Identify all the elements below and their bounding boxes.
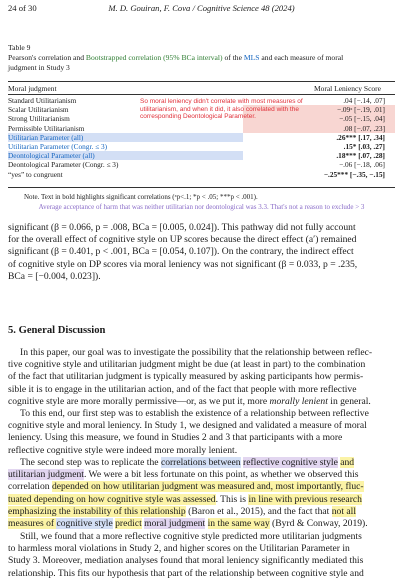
paragraph-second-step: The second step was to replicate the correlations between reflective cognitive style and utilitarian judgment. We were a bit less fortunate on this point, as whether we observed this correlation depended on how utilitarian judgment was measured and, most importantly, fluc- tuated depending on how cognitive style was assessed. This is in line with previous research emphasizing the instability of this relationship (Baron et al., 2015), and the fact that not all measures of cognitive style predict moral judgment in the same way (Byrd & Conway, 2019). [8,457,368,530]
highlight-purple: utilitarian judgment [8,469,84,481]
col-header-moral-judgment: Moral judgment [8,84,57,93]
table-column-header [8,84,395,93]
table-caption-line-2: judgment in Study 3 [8,63,70,72]
row-value: −.06 [−.18, .06] [339,160,385,170]
table-header-rule [8,94,395,95]
journal-citation: M. D. Gouiran, F. Cova / Cognitive Science 48 (2024) [108,3,295,13]
highlight-yellow: in the same way [207,518,270,530]
row-value: −.05 [−.15, .04] [243,114,395,123]
highlight-yellow: predict [115,518,142,530]
highlight-yellow: tuated depending on how cognitive style was assessed [8,493,216,505]
table-row [8,170,395,179]
row-label: Standard Utilitarianism [8,96,77,105]
row-value: −.25*** [−.35, −.15] [323,169,385,179]
table-row [8,142,395,151]
table-row [8,124,395,133]
paragraph-still: Still, we found that a more reflective cognitive style predicted more utilitarian judgments to harmless moral violations in Study 2, and higher scores on the Utilitarian Parameter in Study 3. Moreover, mediation analyses found that moral leniency significantly mediated this relationship. This fits our hypothesis that part of the relationship between cognitive style and [8,531,364,579]
highlight-yellow: and [340,457,355,468]
row-label: Permissible Utilitarianism [8,123,85,133]
highlight-yellow: depended on how utilitarian judgment was measured and, most importantly, fluc- [51,481,364,493]
row-label: Strong Utilitarianism [8,114,70,124]
highlight-blue: correlations between [160,457,241,468]
row-label: “yes” to congruent [8,169,63,179]
highlight-yellow: in line with previous research [248,493,362,505]
section-heading: 5. General Discussion [8,325,106,336]
table-label: Table 9 [8,43,31,52]
table-row [8,151,395,160]
highlight-yellow: emphasizing the instability of this relationship [8,505,186,517]
mls-highlight: MLS [243,53,260,62]
highlight-blue: cognitive style [56,518,113,530]
row-label: Utilitarian Parameter (all) [8,133,243,142]
row-value: .04 [−.14, .07] [343,96,385,105]
highlight-yellow: not all [331,505,356,517]
row-label: Utilitarian Parameter (Congr. ≤ 3) [8,142,108,152]
table-caption-line-1: Pearson's correlation and Bootstrapped correlation (95% BCa interval) of the MLS and each measure of moral [8,53,344,62]
red-annotation: So moral leniency didn't correlate with most measures of utilitarianism, and when it did, it also correlated with the corresponding Deontological Parameter. [140,98,303,121]
table-top-rule [8,81,395,82]
row-value: .26*** [.17, .34] [336,132,385,142]
table-note: Note. Text in bold highlights significant correlations (ˣp<.1; *p < .05; ***p < .001). [24,193,258,201]
paragraph-goal: In this paper, our goal was to investigate the possibility that the relationship between reflec- tive cognitive style and utilitarian judgment might be due (at least in part) to the combination of the fact that utilitarian judgment is typically measured by asking participants how permis- sible it is to engage in the utilitarian action, and of the fact that people with more reflective cognitive style are more morally permissive—or, as we put it, more morally lenient in general. [8,347,373,407]
row-value: .18*** [.07, .28] [336,151,385,161]
purple-annotation: Average acceptance of harm that was neither utilitarian nor deontological was 3.3. That's not a reason to exclude > 3 [38,203,365,211]
paragraph-first-step: To this end, our first step was to establish the existence of a relationship between reflective cognitive style and moral leniency. In Study 1, we designed and validated a measure of moral leniency. Using this measure, we found in Studies 2 and 3 that participants with a more reflective cognitive style were indeed more morally lenient. [8,408,369,456]
table-row [8,160,395,169]
running-header [8,3,395,15]
row-label: Deontological Parameter (all) [8,151,243,160]
highlight-purple: moral judgment [144,518,206,530]
highlight-purple: reflective cognitive style [243,457,338,468]
row-label: Deontological Parameter (Congr. ≤ 3) [8,160,119,170]
table-caption [8,43,396,73]
page-number: 24 of 30 [8,3,37,13]
highlight-yellow: measures of [8,518,57,530]
table-bottom-rule [8,187,395,188]
table-row [8,133,395,142]
row-value: −.09ˣ [−.19, .01] [243,105,395,114]
bootstrapped-highlight: Bootstrapped correlation (95% BCa interval) [85,53,223,62]
row-value: .08 [−.07, .23] [243,124,395,133]
col-header-leniency-score: Moral Leniency Score [313,84,381,93]
row-value: .15* [.03, .27] [343,142,385,152]
row-label: Scalar Utilitarianism [8,105,69,115]
paragraph-mediation: significant (β = 0.066, p = .008, BCa = [0.005, 0.024]). This pathway did not fully account for the overall effect of cognitive style on UP scores because the direct effect (a′) remained significant (β = 0.401, p < .001, BCa = [0.054, 0.107]). On the contrary, the indirect effect of cognitive style on DP scores via moral leniency was not significant (β = 0.033, p = .235, BCa = [−0.004, 0.023]). [8,222,358,282]
